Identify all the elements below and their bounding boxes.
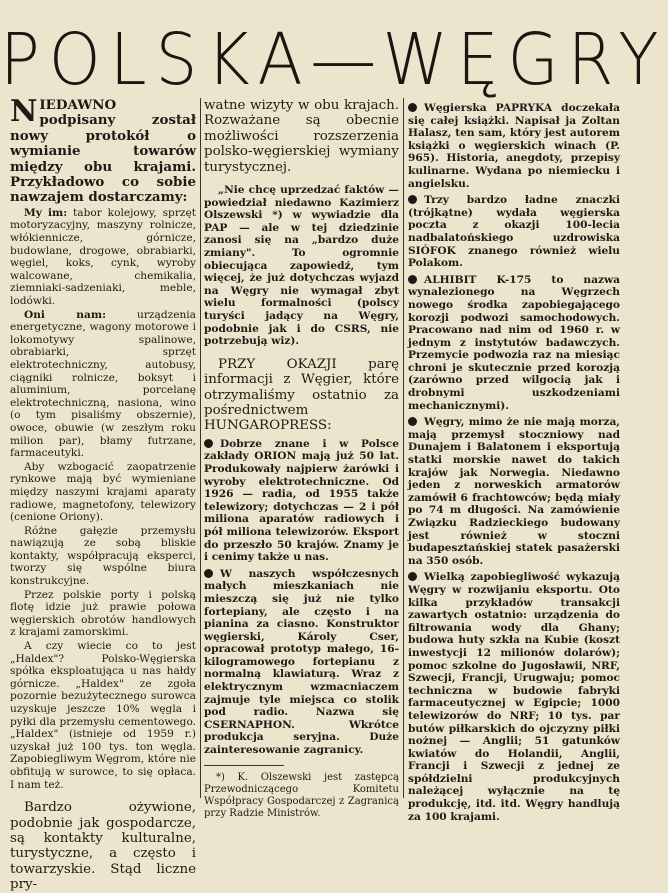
bullet-icon [408, 195, 417, 204]
footnote: *) K. Olszewski jest zastępcą Przewodniczącego Komitetu Współpracy Gospodarczej z Zagranicą przy Radzie Ministrów. [204, 771, 399, 819]
item-papryka [408, 102, 620, 190]
paragraph-quote: „Nie chcę uprzedzać faktów — powiedział niedawno Kazimierz Olszewski *) w wywiadzie dla PAP — ale w tej dziedzinie zanosi się na „bardzo duże zmiany". To ogromnie obiecująca zapowiedź, tym więcej, że już dotychczas wyjazd na Węgry nie wymagał zbyt wielu formalności (polscy turyści jadący na Węgry, podobnie jak i do CSRS, nie potrzebują wiz). [204, 184, 399, 348]
paragraph-oni-nam [10, 309, 196, 460]
column-divider-1 [200, 98, 201, 798]
headline: POLSKA—WĘGRY [0, 17, 668, 102]
paragraph-aby: Aby wzbogacić zaopatrzenie rynkowe mają być wymieniane między naszymi krajami aparaty radiowe, magnetofony, telewizory (cenione Oriony). [10, 460, 196, 524]
paragraph-continued: watne wizyty w obu krajach. Rozważane są obecnie możliwości rozszerzenia polsko-węgierskiej wymiany turystycznej. [204, 98, 399, 175]
bullet-icon [204, 439, 213, 448]
item-znaczki-text: Trzy bardzo ładne znaczki (trójkątne) wydała węgierska poczta z okazji 100-lecia nadbalatońskiego uzdrowiska SIÓFOK znanego również wielu Polakom. [408, 194, 620, 270]
bullet-icon [204, 569, 213, 578]
paragraph-przy-okazji: PRZY OKAZJI parę informacji z Węgier, które otrzymaliśmy ostatnio za pośrednictwem HUNGAROPRESS: [204, 356, 399, 434]
item-znaczki [408, 194, 620, 270]
item-alhibit-text: ALHIBIT K-175 to nazwa wynalezionego na Węgrzech nowego środka zapobiegającego korozji podwozi samochodowych. Pracowano nad nim od 1960 r. w jednym z instytutów badawczych. Przemycie podwozia raz na miesiąc chroni je skutecznie przed korozją (zarówno przed wilgocią jak i drobnymi uszkodzeniami mechanicznymi). [408, 273, 620, 412]
bullet-icon [408, 103, 417, 112]
item-alhibit [408, 274, 620, 413]
item-eksport [408, 571, 620, 823]
bullet-icon [408, 275, 417, 284]
label-oni-nam: Oni nam: [24, 308, 106, 321]
bullet-icon [408, 572, 417, 581]
label-my-im: My im: [24, 206, 68, 219]
item-statki [408, 416, 620, 567]
column-divider-2 [403, 98, 404, 798]
item-fortepian [204, 568, 399, 757]
text-my-im: tabor kolejowy, sprzęt motoryzacyjny, maszyny rolnicze, włókiennicze, górnicze, budowlane, drogowe, obrabiarki, węgiel, koks, cynk, wyroby walcowane, chemikalia, ziemniaki-sadzeniaki, meble, lodówki. [10, 206, 197, 307]
drop-cap: N [10, 94, 38, 129]
paragraph-bardzo: Bardzo ożywione, podobnie jak gospodarcze, są kontakty kulturalne, turystyczne, a często i towarzyskie. Stąd liczne pry- [10, 800, 196, 893]
column-2 [204, 98, 399, 819]
paragraph-rozne: Różne gałęzie przemysłu nawiązują ze sobą bliskie kontakty, współpracują eksperci, tworzy się wspólne biura konstrukcyjne. [10, 524, 196, 588]
item-papryka-text: Węgierska PAPRYKA doczekała się całej książki. Napisał ja Zoltan Halasz, ten sam, który jest autorem książki o węgierskich winach (P. 965). Historia, anegdoty, przepisy kulinarne. Wydana po niemiecku i angielsku. [408, 102, 620, 190]
item-fortepian-text: W naszych współczesnych małych mieszkaniach nie mieszczą się już nie tylko fortepiany, ale często i na pianina za ciasno. Konstruktor węgierski, Károly Cser, opracował prototyp małego, 16-kilogramowego fortepianu z normalną klawiaturą. Wraz z elektrycznym wzmacniaczem zajmuje tyle miejsca co stolik pod radio. Nazwa się CSERNAPHON. Wkrótce produkcja seryjna. Duże zainteresowanie zagranicy. [204, 567, 399, 757]
lead-paragraph [10, 94, 196, 206]
paragraph-my-im [10, 207, 196, 308]
column-1 [10, 94, 197, 893]
text-oni-nam: urządzenia energetyczne, wagony motorowe i lokomotywy spalinowe, obrabiarki, sprzęt elektrotechniczny, autobusy, ciągniki rolnicze, boksyt i aluminium, porcelanę elektrotechniczną, nasiona, wino (o tym pisaliśmy obszernie), owoce, obuwie (w zeszłym roku milion par), błamy futrzane, farmaceutyki. [10, 308, 196, 460]
column-3 [408, 98, 620, 823]
footnote-rule [204, 765, 284, 766]
item-orion-text: Dobrze znane i w Polsce zakłady ORION mają już 50 lat. Produkowały najpierw żarówki i wyroby elektrotechniczne. Od 1926 — radia, od 1955 także telewizory; dotychczas — 2 i pół miliona aparatów radiowych i pół miliona telewizorów. Eksport do przeszło 50 krajów. Znamy je i cenimy także u nas. [204, 437, 399, 564]
item-eksport-text: Wielką zapobiegliwość wykazują Węgry w rozwijaniu eksportu. Oto kilka przykładów transakcji zawartych ostatnio: urządzenia do filtrowania wody dla Ghany; budowa huty szkła na Kubie (koszt inwestycji 12 milionów dolarów); pomoc szkolne do Jugosławii, NRF, Szwecji, Francji, Urugwaju; pomoc techniczna w budowie fabryki farmaceutycznej w Egipcie; 1000 telewizorów do NRF; 10 tys. par butów piłkarskich do ojczyzny piłki nożnej — Anglii; 51 gatunków kwiatów do Holandii, Anglii, Francji i Szwecji z jednej ze spółdzielni produkcyjnych należącej wyłącznie na tę produkcję, itd. itd. Węgry handlują za 100 krajami. [408, 571, 620, 823]
lead-text: IEDAWNO podpisany został nowy protokół o wymianie towarów między obu krajami. Przykładowo co sobie nawzajem dostarczamy: [10, 97, 196, 206]
item-statki-text: Węgry, mimo że nie mają morza, mają przemysł stoczniowy nad Dunajem i Balatonem i eksportują statki morskie nawet do takich krajów jak Norwegia. Niedawno jeden z norweskich armatorów zamówił 6 frachtowców; będą miały po 74 m długości. Na zamówienie Związku Radzieckiego budowany jest również w stoczni budapesztańskiej statek pasażerski na 350 osób. [408, 416, 620, 567]
item-orion [204, 438, 399, 564]
paragraph-haldex: A czy wiecie co to jest „Haldex"? Polsko-Węgierska spółka eksploatująca u nas hałdy górnicze. „Haldex" ze zgoła pozornie bezużytecznego surowca uzyskuje jeszcze 10% węgla i pyłki dla przemysłu cementowego. „Haldex" (istnieje od 1959 r.) uzyskał już 100 tys. ton węgla. Zapobiegliwym Węgrom, które nie obfitują w surowce, to się opłaca. I nam też. [10, 640, 196, 791]
paragraph-porty: Przez polskie porty i polską flotę idzie już prawie połowa węgierskich obrotów handlowych z krajami zamorskimi. [10, 588, 196, 639]
bullet-icon [408, 417, 417, 426]
